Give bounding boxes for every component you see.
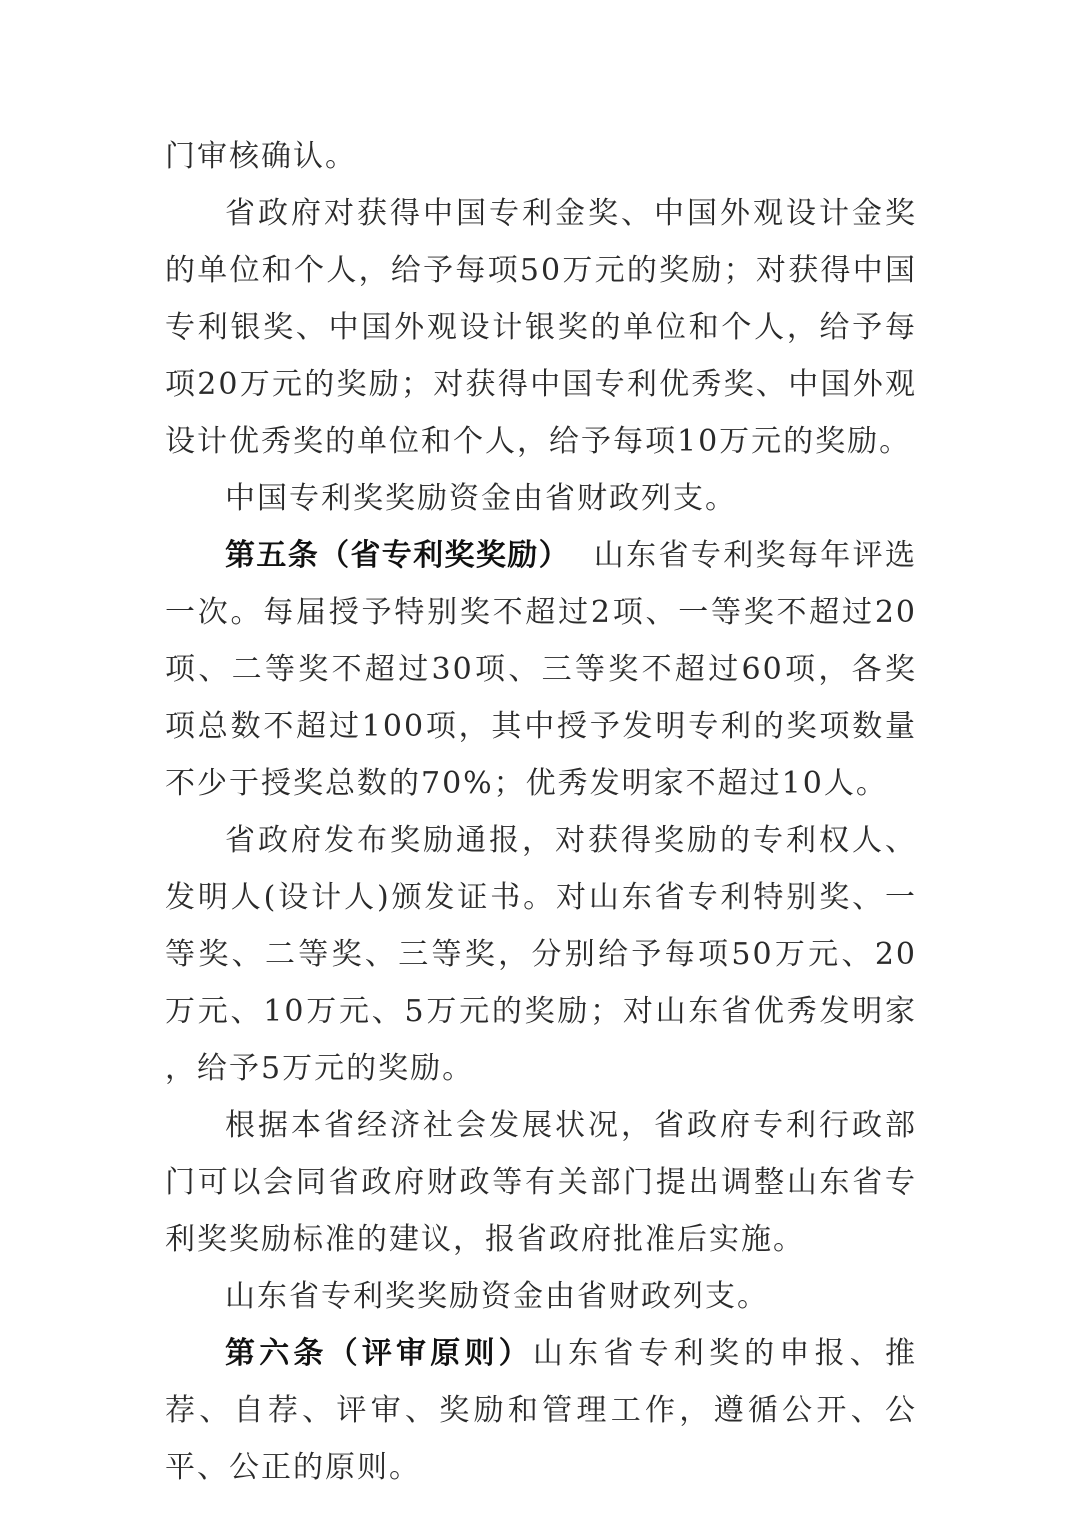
article-6-heading: 第六条（评审原则） (225, 1336, 533, 1371)
paragraph-text: 中国专利奖奖励资金由省财政列支。 (225, 481, 737, 516)
paragraph-award-adjustment (165, 1097, 917, 1268)
article-5-heading: 第五条（省专利奖奖励） (225, 538, 570, 573)
paragraph-text: 根据本省经济社会发展状况，省政府专利行政部门可以会同省政府财政等有关部门提出调整山东省专利奖奖励标准的建议，报省政府批准后实施。 (165, 1108, 917, 1257)
paragraph-china-patent-award-rewards (165, 185, 917, 470)
document-body (165, 128, 917, 1496)
paragraph-text: 省政府发布奖励通报，对获得奖励的专利权人、发明人(设计人)颁发证书。对山东省专利特别奖、一等奖、二等奖、三等奖，分别给予每项50万元、20万元、10万元、5万元的奖励；对山东省优秀发明家 ，给予5万元的奖励。 (165, 823, 917, 1086)
paragraph-text: 省政府对获得中国专利金奖、中国外观设计金奖的单位和个人，给予每项50万元的奖励；对获得中国专利银奖、中国外观设计银奖的单位和个人，给予每项20万元的奖励；对获得中国专利优秀奖、中国外观设计优秀奖的单位和个人，给予每项10万元的奖励。 (165, 196, 917, 459)
paragraph-china-patent-award-funding (165, 470, 917, 527)
paragraph-continuation (165, 128, 917, 185)
paragraph-text: 山东省专利奖每年评选一次。每届授予特别奖不超过2项、一等奖不超过20项、二等奖不超过30项、三等奖不超过60项，各奖项总数不超过100项，其中授予发明专利的奖项数量不少于授奖总数的70%；优秀发明家不超过10人。 (165, 538, 918, 801)
spacer (570, 538, 594, 573)
paragraph-text: 山东省专利奖奖励资金由省财政列支。 (225, 1279, 769, 1314)
paragraph-text: 门审核确认。 (165, 139, 357, 174)
article-6-paragraph (165, 1325, 917, 1496)
paragraph-text: 山东省专利奖的申报、推荐、自荐、评审、奖励和管理工作，遵循公开、公平、公正的原则。 (165, 1336, 918, 1485)
paragraph-award-certificates (165, 812, 917, 1097)
paragraph-provincial-funding (165, 1268, 917, 1325)
article-5-paragraph (165, 527, 917, 812)
